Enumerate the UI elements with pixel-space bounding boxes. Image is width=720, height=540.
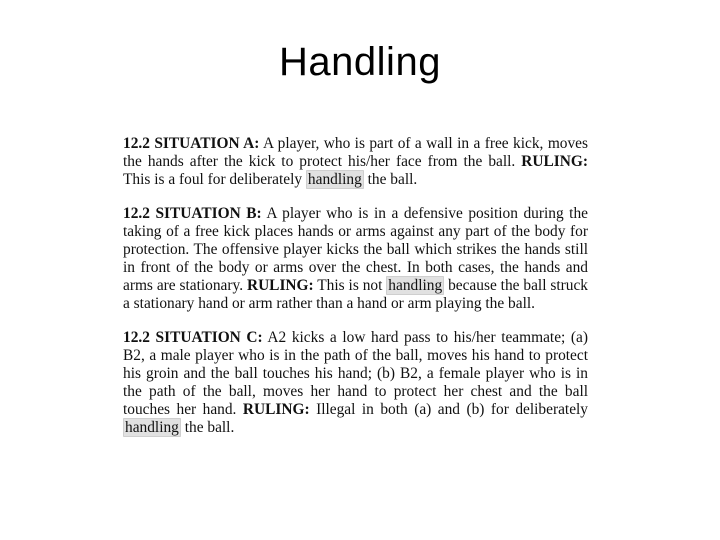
rules-excerpt — [123, 135, 588, 453]
slide-title: Handling — [279, 40, 441, 84]
situation-c-ruling-post: the ball. — [180, 419, 235, 436]
situation-b — [123, 205, 588, 313]
situation-a-ruling-label: RULING: — [521, 153, 588, 170]
situation-a-ruling-pre: This is a foul for deliberately — [123, 171, 306, 188]
situation-a-text: A player, who is part of a wall in a free kick, moves the hands after the kick to protect his/her face from the ball. — [123, 135, 588, 170]
situation-b-ruling-label: RULING: — [246, 277, 314, 294]
situation-b-highlight: handling — [388, 277, 443, 294]
situation-b-label: 12.2 SITUATION B: — [123, 205, 262, 222]
situation-a-label: 12.2 SITUATION A: — [123, 135, 260, 152]
situation-c-text: A2 kicks a low hard pass to his/her teammate; (a) B2, a male player who is in the path of the ball, moves his hand to protect his groin and the ball touches his hand; (b) B2, a female player who is in the path of the ball, moves her hand to protect her chest and the ball touches her hand. — [123, 329, 588, 418]
situation-b-ruling-post: because the ball struck a stationary hand or arm rather than a hand or arm playing the ball. — [123, 277, 588, 312]
situation-b-ruling-pre: This is not — [313, 277, 387, 294]
situation-a-highlight: handling — [307, 171, 362, 188]
situation-c-ruling-label: RULING: — [242, 401, 310, 418]
situation-a-ruling-post: the ball. — [363, 171, 418, 188]
situation-c-highlight: handling — [125, 419, 179, 436]
situation-c-ruling-pre: Illegal in both (a) and (b) for deliberately — [309, 401, 588, 418]
situation-c — [123, 329, 588, 437]
situation-b-text: A player who is in a defensive position during the taking of a free kick places hands or arms against any part of the body for protection. The offensive player kicks the ball which strikes the hands still in front of the body or arms over the chest. In both cases, the hands and arms are stationary. — [123, 205, 588, 294]
situation-a — [123, 135, 588, 189]
situation-c-label: 12.2 SITUATION C: — [123, 329, 263, 346]
